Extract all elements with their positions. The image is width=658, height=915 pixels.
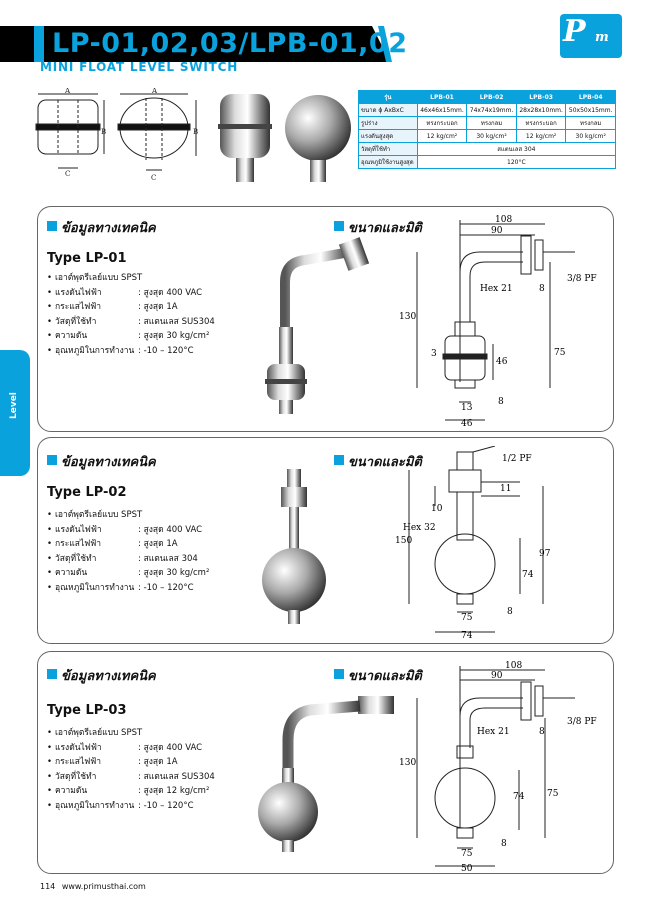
svg-text:108: 108 — [505, 661, 523, 671]
section-marker — [47, 221, 57, 231]
header-accent-tab — [34, 26, 44, 62]
svg-text:Hex 21: Hex 21 — [477, 727, 510, 737]
lp02-product-photo — [255, 465, 335, 630]
section-marker — [47, 455, 57, 465]
svg-text:C: C — [151, 174, 157, 182]
dimensions-title: ขนาดและมิติ — [348, 455, 422, 470]
svg-text:8: 8 — [507, 607, 513, 617]
spec-header-lpb04: LPB-04 — [566, 91, 616, 104]
svg-text:150: 150 — [395, 536, 413, 546]
svg-text:A: A — [152, 88, 158, 95]
spec-list — [47, 508, 209, 595]
page-number: 114 — [40, 882, 56, 891]
spec-item: • อุณหภูมิในการทำงาน : -10 – 120°C — [47, 799, 215, 814]
svg-text:74: 74 — [461, 631, 473, 640]
spec-header-lpb02: LPB-02 — [467, 91, 517, 104]
dimensions-title: ขนาดและมิติ — [348, 221, 422, 236]
dim-label-b: B — [101, 128, 107, 136]
page-footer — [40, 882, 146, 891]
lp02-dimension-drawing — [395, 446, 610, 640]
lp01-dimension-drawing — [395, 212, 610, 430]
spec-table-row: แรงดันสูงสุด 12 kg/cm² 30 kg/cm² 12 kg/cm² 30 kg/cm² — [359, 130, 616, 143]
spec-list — [47, 271, 215, 358]
spec-header-lpb03: LPB-03 — [516, 91, 566, 104]
section-marker — [334, 669, 344, 679]
svg-text:130: 130 — [399, 758, 417, 768]
spec-table-row: รูปร่าง ทรงกระบอก ทรงกลม ทรงกระบอก ทรงกลม — [359, 117, 616, 130]
spec-item: • แรงดันไฟฟ้า : สูงสุด 400 VAC — [47, 523, 209, 538]
spec-item: • แรงดันไฟฟ้า : สูงสุด 400 VAC — [47, 741, 215, 756]
dim-label-c: C — [65, 170, 71, 178]
svg-text:50: 50 — [461, 864, 473, 872]
spec-item: • อุณหภูมิในการทำงาน : -10 – 120°C — [47, 581, 209, 596]
svg-text:Hex 21: Hex 21 — [480, 284, 513, 294]
float-dimension-sketches — [30, 88, 355, 188]
section-marker — [334, 455, 344, 465]
section-marker — [47, 669, 57, 679]
svg-text:8: 8 — [498, 397, 504, 407]
spec-item: • เอาต์พุตรีเลย์แบบ SPST — [47, 508, 209, 523]
spec-item: • เอาต์พุตรีเลย์แบบ SPST — [47, 726, 215, 741]
svg-text:8: 8 — [501, 839, 507, 849]
page-subtitle: MINI FLOAT LEVEL SWITCH — [40, 60, 239, 74]
spec-table-row: อุณหภูมิใช้งานสูงสุด 120°C — [359, 156, 616, 169]
spec-item: • วัสดุที่ใช้ทำ : สแตนเลส SUS304 — [47, 315, 215, 330]
spec-item: • ความดัน : สูงสุด 30 kg/cm² — [47, 329, 215, 344]
svg-text:97: 97 — [539, 549, 551, 559]
spec-item: • อุณหภูมิในการทำงาน : -10 – 120°C — [47, 344, 215, 359]
svg-text:8: 8 — [539, 284, 545, 294]
spec-item: • กระแสไฟฟ้า : สูงสุด 1A — [47, 755, 215, 770]
dimensions-title: ขนาดและมิติ — [348, 669, 422, 684]
svg-text:75: 75 — [461, 613, 473, 623]
tech-data-title: ข้อมูลทางเทคนิค — [61, 221, 156, 236]
spec-table-row: วัสดุที่ใช้ทำ สแตนเลส 304 — [359, 143, 616, 156]
brand-logo-letters: m — [595, 30, 609, 45]
svg-text:3/8 PF: 3/8 PF — [567, 717, 597, 727]
spec-item: • วัสดุที่ใช้ทำ : สแตนเลส SUS304 — [47, 770, 215, 785]
lp03-product-photo — [250, 690, 410, 860]
spec-table-header-row — [359, 91, 616, 104]
svg-text:3/8 PF: 3/8 PF — [567, 274, 597, 284]
svg-text:75: 75 — [461, 849, 473, 859]
sphere-float-photo — [285, 95, 351, 182]
svg-text:3: 3 — [431, 349, 437, 359]
category-side-label: Level — [9, 392, 19, 419]
spec-item: • แรงดันไฟฟ้า : สูงสุด 400 VAC — [47, 286, 215, 301]
page-title: LP-01,02,03/LPB-01,02 — [52, 28, 408, 59]
svg-text:90: 90 — [491, 671, 503, 681]
svg-text:74: 74 — [522, 570, 534, 580]
product-type: Type LP-01 — [47, 251, 127, 266]
svg-text:B: B — [193, 128, 199, 136]
dim-label-a: A — [65, 88, 71, 95]
product-type: Type LP-02 — [47, 485, 127, 500]
svg-text:75: 75 — [547, 789, 559, 799]
lp01-product-photo — [255, 232, 385, 428]
cylinder-float-sketch — [36, 88, 106, 178]
sphere-float-sketch — [118, 88, 198, 182]
svg-text:74: 74 — [513, 792, 525, 802]
spec-item: • กระแสไฟฟ้า : สูงสุด 1A — [47, 537, 209, 552]
svg-text:90: 90 — [491, 226, 503, 236]
svg-text:75: 75 — [554, 348, 566, 358]
svg-text:8: 8 — [539, 727, 545, 737]
svg-text:Hex 32: Hex 32 — [403, 523, 436, 533]
svg-text:13: 13 — [461, 403, 473, 413]
svg-text:46: 46 — [461, 419, 473, 429]
svg-text:46: 46 — [496, 357, 508, 367]
spec-item: • กระแสไฟฟ้า : สูงสุด 1A — [47, 300, 215, 315]
cylinder-float-photo — [218, 94, 272, 182]
tech-data-title: ข้อมูลทางเทคนิค — [61, 669, 156, 684]
brand-logo-letter: P — [563, 14, 586, 49]
svg-text:108: 108 — [495, 215, 513, 225]
product-type: Type LP-03 — [47, 703, 127, 718]
svg-text:1/2 PF: 1/2 PF — [502, 454, 532, 464]
svg-text:11: 11 — [500, 484, 512, 494]
spec-item: • เอาต์พุตรีเลย์แบบ SPST — [47, 271, 215, 286]
tech-data-title: ข้อมูลทางเทคนิค — [61, 455, 156, 470]
spec-list — [47, 726, 215, 813]
section-marker — [334, 221, 344, 231]
spec-item: • วัสดุที่ใช้ทำ : สแตนเลส 304 — [47, 552, 209, 567]
spec-table — [358, 90, 616, 169]
spec-table-row: ขนาด ϕ AxBxC 46x46x15mm. 74x74x19mm. 28x28x10mm. 50x50x15mm. — [359, 104, 616, 117]
svg-text:130: 130 — [399, 312, 417, 322]
spec-header-model: รุ่น — [359, 91, 418, 104]
lp03-dimension-drawing — [395, 658, 610, 872]
spec-item: • ความดัน : สูงสุด 12 kg/cm² — [47, 784, 215, 799]
website-link[interactable]: www.primusthai.com — [61, 882, 146, 891]
spec-item: • ความดัน : สูงสุด 30 kg/cm² — [47, 566, 209, 581]
spec-header-lpb01: LPB-01 — [417, 91, 467, 104]
svg-text:10: 10 — [431, 504, 443, 514]
